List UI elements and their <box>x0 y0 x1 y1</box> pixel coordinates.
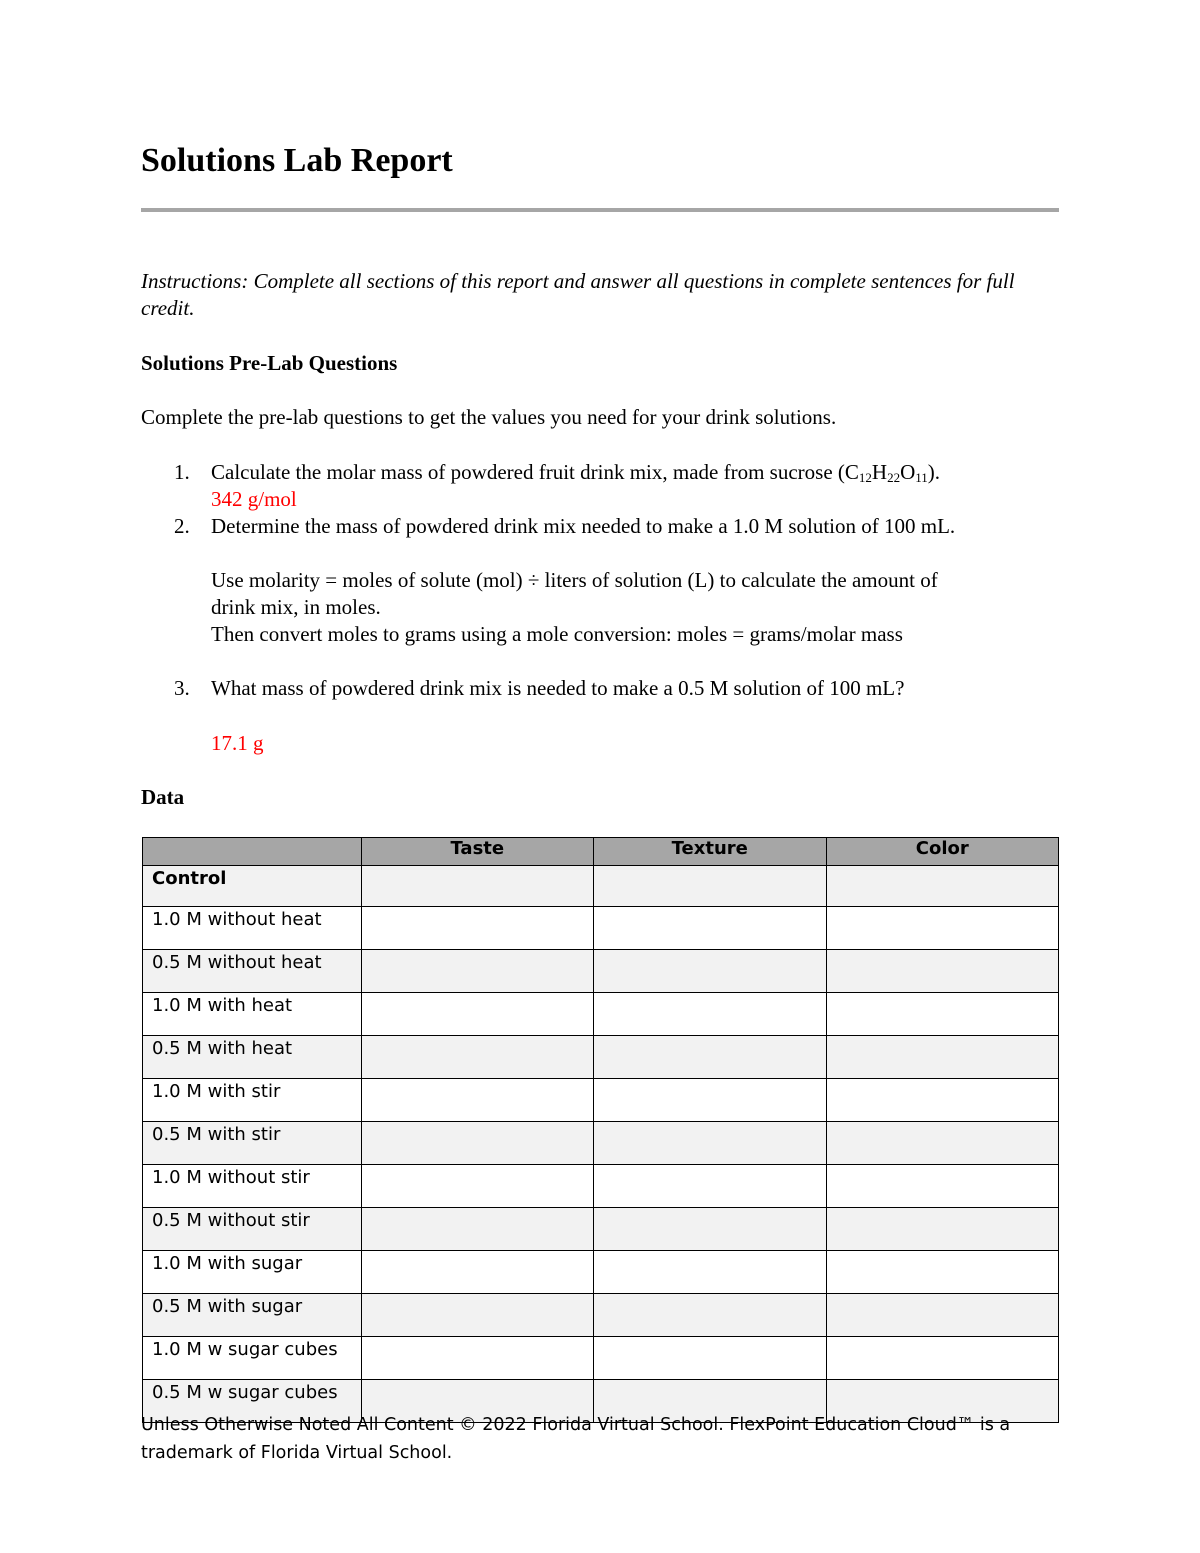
color-cell[interactable] <box>826 1036 1058 1079</box>
instructions-text: Instructions: Complete all sections of this report and answer all questions in complete sentences for full credit. <box>141 269 1015 320</box>
prelab-intro: Complete the pre-lab questions to get the values you need for your drink solutions. <box>141 405 837 429</box>
title-divider <box>141 208 1059 212</box>
q1-subscript-h: 22 <box>887 470 901 485</box>
prelab-heading: Solutions Pre-Lab Questions <box>141 351 398 375</box>
taste-cell[interactable] <box>361 907 593 950</box>
row-label: Control <box>143 866 362 907</box>
color-cell[interactable] <box>826 1165 1058 1208</box>
row-label: 0.5 M with sugar <box>143 1294 362 1337</box>
column-header-blank <box>143 838 362 866</box>
question-3-number: 3. <box>174 676 190 700</box>
copyright-footer <box>141 1411 1041 1467</box>
footer-line-2: trademark of Florida Virtual School. <box>141 1443 453 1463</box>
texture-cell[interactable] <box>594 1122 827 1165</box>
table-row <box>143 1036 1059 1079</box>
color-cell[interactable] <box>826 866 1058 907</box>
taste-cell[interactable] <box>361 1337 593 1380</box>
texture-cell[interactable] <box>594 1251 827 1294</box>
row-label: 0.5 M with heat <box>143 1036 362 1079</box>
row-label: 1.0 M without stir <box>143 1165 362 1208</box>
table-row <box>143 1294 1059 1337</box>
taste-cell[interactable] <box>361 1251 593 1294</box>
q1-text-end: ). <box>927 460 941 484</box>
color-cell[interactable] <box>826 1294 1058 1337</box>
question-2-hint-line-2: drink mix, in moles. <box>211 595 381 619</box>
table-row <box>143 950 1059 993</box>
texture-cell[interactable] <box>594 1337 827 1380</box>
color-cell[interactable] <box>826 1208 1058 1251</box>
table-row <box>143 907 1059 950</box>
table-row <box>143 1079 1059 1122</box>
row-label: 1.0 M without heat <box>143 907 362 950</box>
color-cell[interactable] <box>826 1079 1058 1122</box>
column-header-texture: Texture <box>594 838 827 866</box>
row-label: 0.5 M without heat <box>143 950 362 993</box>
q1-text-start: Calculate the molar mass of powdered fruit drink mix, made from sucrose (C <box>211 460 859 484</box>
table-row <box>143 1251 1059 1294</box>
q1-element-o: O <box>900 460 916 484</box>
row-label: 0.5 M without stir <box>143 1208 362 1251</box>
texture-cell[interactable] <box>594 866 827 907</box>
data-heading: Data <box>141 785 185 809</box>
row-label: 1.0 M with stir <box>143 1079 362 1122</box>
table-row <box>143 1165 1059 1208</box>
taste-cell[interactable] <box>361 1165 593 1208</box>
texture-cell[interactable] <box>594 1208 827 1251</box>
row-label: 0.5 M w sugar cubes <box>143 1380 362 1423</box>
texture-cell[interactable] <box>594 1165 827 1208</box>
table-header-row <box>143 838 1059 866</box>
question-2-number: 2. <box>174 514 190 538</box>
question-2-text: Determine the mass of powdered drink mix needed to make a 1.0 M solution of 100 mL. <box>211 514 956 538</box>
texture-cell[interactable] <box>594 1036 827 1079</box>
column-header-color: Color <box>826 838 1058 866</box>
color-cell[interactable] <box>826 993 1058 1036</box>
q1-subscript-c: 12 <box>858 470 872 485</box>
column-header-taste: Taste <box>361 838 593 866</box>
taste-cell[interactable] <box>361 1122 593 1165</box>
question-1-text <box>211 459 1061 486</box>
texture-cell[interactable] <box>594 1079 827 1122</box>
taste-cell[interactable] <box>361 1208 593 1251</box>
question-3-answer: 17.1 g <box>211 731 264 755</box>
taste-cell[interactable] <box>361 1294 593 1337</box>
color-cell[interactable] <box>826 1122 1058 1165</box>
q1-element-h: H <box>871 460 888 484</box>
table-row <box>143 993 1059 1036</box>
question-1-answer: 342 g/mol <box>211 487 297 511</box>
taste-cell[interactable] <box>361 866 593 907</box>
color-cell[interactable] <box>826 907 1058 950</box>
data-table <box>142 837 1059 1423</box>
texture-cell[interactable] <box>594 907 827 950</box>
question-2-hint-line-1: Use molarity = moles of solute (mol) ÷ liters of solution (L) to calculate the amount of <box>211 568 938 592</box>
question-1-number: 1. <box>174 460 190 484</box>
taste-cell[interactable] <box>361 1079 593 1122</box>
color-cell[interactable] <box>826 1251 1058 1294</box>
taste-cell[interactable] <box>361 950 593 993</box>
page-title: Solutions Lab Report <box>141 142 453 179</box>
taste-cell[interactable] <box>361 993 593 1036</box>
texture-cell[interactable] <box>594 993 827 1036</box>
table-row <box>143 1337 1059 1380</box>
texture-cell[interactable] <box>594 950 827 993</box>
question-3-text: What mass of powdered drink mix is needed to make a 0.5 M solution of 100 mL? <box>211 676 905 700</box>
table-row <box>143 1122 1059 1165</box>
row-label: 1.0 M w sugar cubes <box>143 1337 362 1380</box>
footer-line-1: Unless Otherwise Noted All Content © 2022 Florida Virtual School. FlexPoint Education Cloud™ is a <box>141 1415 1011 1435</box>
row-label: 1.0 M with heat <box>143 993 362 1036</box>
texture-cell[interactable] <box>594 1294 827 1337</box>
taste-cell[interactable] <box>361 1036 593 1079</box>
table-row <box>143 866 1059 907</box>
table-row <box>143 1208 1059 1251</box>
q1-subscript-o: 11 <box>915 470 928 485</box>
color-cell[interactable] <box>826 1337 1058 1380</box>
row-label: 1.0 M with sugar <box>143 1251 362 1294</box>
row-label: 0.5 M with stir <box>143 1122 362 1165</box>
question-2-hint-line-3: Then convert moles to grams using a mole conversion: moles = grams/molar mass <box>211 622 903 646</box>
color-cell[interactable] <box>826 950 1058 993</box>
